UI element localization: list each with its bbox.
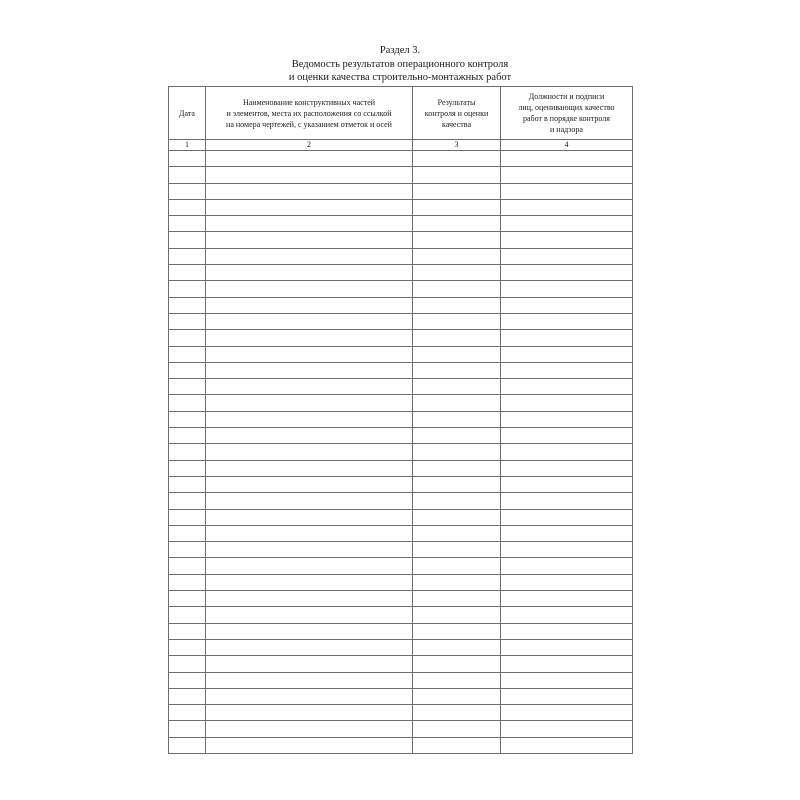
- table-row: [169, 558, 633, 574]
- table-cell: [169, 574, 206, 590]
- table-cell: [413, 525, 501, 541]
- table-cell: [501, 705, 633, 721]
- table-cell: [169, 265, 206, 281]
- table-row: [169, 167, 633, 183]
- table-cell: [501, 411, 633, 427]
- table-cell: [501, 476, 633, 492]
- table-row: [169, 525, 633, 541]
- table-cell: [206, 705, 413, 721]
- table-row: [169, 248, 633, 264]
- table-cell: [413, 216, 501, 232]
- table-cell: [206, 607, 413, 623]
- table-row: [169, 639, 633, 655]
- table-row: [169, 232, 633, 248]
- table-cell: [413, 574, 501, 590]
- table-cell: [501, 591, 633, 607]
- table-cell: [169, 639, 206, 655]
- table-row: [169, 607, 633, 623]
- table-cell: [169, 656, 206, 672]
- table-row: [169, 542, 633, 558]
- table-cell: [413, 428, 501, 444]
- table-cell: [206, 639, 413, 655]
- table-cell: [169, 395, 206, 411]
- table-cell: [206, 395, 413, 411]
- table-cell: [413, 362, 501, 378]
- table-cell: [501, 248, 633, 264]
- table-cell: [413, 623, 501, 639]
- table-cell: [169, 460, 206, 476]
- table-cell: [206, 525, 413, 541]
- table-cell: [501, 346, 633, 362]
- table-cell: [413, 721, 501, 737]
- table-row: [169, 379, 633, 395]
- table-row: [169, 411, 633, 427]
- table-cell: [206, 737, 413, 753]
- table-cell: [413, 297, 501, 313]
- table-cell: [413, 672, 501, 688]
- table-cell: [169, 428, 206, 444]
- table-row: [169, 151, 633, 167]
- table-cell: [169, 476, 206, 492]
- table-cell: [413, 493, 501, 509]
- table-cell: [169, 379, 206, 395]
- column-number: 1: [169, 140, 206, 151]
- table-cell: [169, 607, 206, 623]
- table-row: [169, 509, 633, 525]
- table-cell: [206, 574, 413, 590]
- document-title-line-2: и оценки качества строительно-монтажных работ: [288, 72, 512, 83]
- table-cell: [169, 737, 206, 753]
- document-title-line-1: Ведомость результатов операционного контроля: [291, 58, 509, 70]
- table-cell: [501, 313, 633, 329]
- table-row: [169, 672, 633, 688]
- table-cell: [501, 199, 633, 215]
- table-cell: [413, 476, 501, 492]
- table-cell: [169, 216, 206, 232]
- table-cell: [413, 656, 501, 672]
- header-date: Дата: [169, 87, 206, 140]
- table-cell: [206, 151, 413, 167]
- table-cell: [169, 297, 206, 313]
- table-row: [169, 199, 633, 215]
- section-label: Раздел 3.: [379, 45, 421, 56]
- table-cell: [206, 248, 413, 264]
- table-cell: [501, 183, 633, 199]
- header-control-results: Результаты контроля и оценки качества: [413, 87, 501, 140]
- table-cell: [413, 411, 501, 427]
- table-cell: [413, 265, 501, 281]
- table-row: [169, 493, 633, 509]
- table-row: [169, 444, 633, 460]
- table-cell: [501, 558, 633, 574]
- table-row: [169, 705, 633, 721]
- table-cell: [413, 379, 501, 395]
- table-cell: [169, 509, 206, 525]
- table-cell: [413, 591, 501, 607]
- table-cell: [501, 330, 633, 346]
- table-cell: [169, 721, 206, 737]
- header-positions-signatures: Должности и подписи лиц, оценивающих качество работ в порядке контроля и надзора: [501, 87, 633, 140]
- table-cell: [206, 509, 413, 525]
- table-cell: [413, 199, 501, 215]
- table-cell: [501, 542, 633, 558]
- table-cell: [501, 428, 633, 444]
- document-header: [168, 44, 632, 85]
- table-cell: [206, 281, 413, 297]
- column-number: 4: [501, 140, 633, 151]
- table-cell: [206, 199, 413, 215]
- table-cell: [206, 688, 413, 704]
- table-cell: [206, 558, 413, 574]
- table-cell: [169, 411, 206, 427]
- table-cell: [206, 656, 413, 672]
- table-cell: [169, 248, 206, 264]
- table-cell: [169, 346, 206, 362]
- table-cell: [501, 151, 633, 167]
- table-cell: [169, 672, 206, 688]
- table-cell: [413, 688, 501, 704]
- table-cell: [169, 493, 206, 509]
- table-cell: [169, 591, 206, 607]
- table-row: [169, 476, 633, 492]
- table-cell: [206, 460, 413, 476]
- table-cell: [501, 232, 633, 248]
- table-cell: [501, 167, 633, 183]
- table-cell: [501, 216, 633, 232]
- table-cell: [206, 672, 413, 688]
- table-cell: [501, 721, 633, 737]
- table-cell: [413, 395, 501, 411]
- table-cell: [206, 542, 413, 558]
- table-row: [169, 297, 633, 313]
- table-cell: [206, 265, 413, 281]
- table-row: [169, 428, 633, 444]
- table-row: [169, 623, 633, 639]
- table-cell: [169, 232, 206, 248]
- table-row: [169, 346, 633, 362]
- table-cell: [501, 379, 633, 395]
- table-cell: [413, 737, 501, 753]
- table-row: [169, 265, 633, 281]
- table-cell: [501, 639, 633, 655]
- table-cell: [169, 558, 206, 574]
- table-cell: [169, 525, 206, 541]
- header-structural-elements: Наименование конструктивных частей и элементов, места их расположения со ссылкой на номера чертежей, с указанием отметок и осей: [206, 87, 413, 140]
- table-cell: [206, 591, 413, 607]
- table-cell: [169, 688, 206, 704]
- table-header-row: [169, 87, 633, 140]
- table-cell: [413, 330, 501, 346]
- table-cell: [501, 460, 633, 476]
- table-cell: [169, 444, 206, 460]
- table-cell: [206, 183, 413, 199]
- table-cell: [169, 705, 206, 721]
- table-cell: [501, 688, 633, 704]
- table-cell: [413, 232, 501, 248]
- column-number: 3: [413, 140, 501, 151]
- table-cell: [206, 428, 413, 444]
- table-cell: [501, 607, 633, 623]
- quality-control-table: [168, 86, 633, 754]
- table-cell: [501, 362, 633, 378]
- table-cell: [169, 362, 206, 378]
- table-cell: [413, 558, 501, 574]
- table-row: [169, 656, 633, 672]
- table-cell: [501, 672, 633, 688]
- table-cell: [501, 509, 633, 525]
- table-row: [169, 362, 633, 378]
- table-cell: [413, 460, 501, 476]
- table-cell: [501, 623, 633, 639]
- column-number-row: [169, 140, 633, 151]
- table-row: [169, 183, 633, 199]
- table-cell: [206, 216, 413, 232]
- table-cell: [501, 297, 633, 313]
- table-cell: [413, 313, 501, 329]
- table-cell: [413, 444, 501, 460]
- table-row: [169, 281, 633, 297]
- table-row: [169, 688, 633, 704]
- table-cell: [169, 330, 206, 346]
- table-cell: [501, 265, 633, 281]
- table-cell: [413, 509, 501, 525]
- table-cell: [413, 167, 501, 183]
- table-cell: [206, 444, 413, 460]
- table-cell: [206, 362, 413, 378]
- table-cell: [413, 346, 501, 362]
- table-cell: [206, 346, 413, 362]
- table-cell: [413, 542, 501, 558]
- table-cell: [501, 444, 633, 460]
- table-row: [169, 591, 633, 607]
- table-cell: [501, 737, 633, 753]
- table-cell: [206, 721, 413, 737]
- table-cell: [501, 395, 633, 411]
- table-cell: [206, 167, 413, 183]
- table-cell: [413, 607, 501, 623]
- table-cell: [413, 248, 501, 264]
- table-cell: [206, 330, 413, 346]
- table-row: [169, 395, 633, 411]
- table-cell: [501, 656, 633, 672]
- table-cell: [413, 639, 501, 655]
- table-cell: [501, 574, 633, 590]
- table-cell: [169, 281, 206, 297]
- column-number: 2: [206, 140, 413, 151]
- table-cell: [206, 232, 413, 248]
- table-cell: [206, 313, 413, 329]
- table-cell: [169, 167, 206, 183]
- table-row: [169, 330, 633, 346]
- table-row: [169, 574, 633, 590]
- table-cell: [206, 623, 413, 639]
- table-cell: [501, 525, 633, 541]
- table-row: [169, 721, 633, 737]
- table-cell: [206, 493, 413, 509]
- table-cell: [413, 183, 501, 199]
- table-cell: [206, 476, 413, 492]
- table-cell: [169, 542, 206, 558]
- table-cell: [169, 199, 206, 215]
- table-cell: [169, 623, 206, 639]
- table-cell: [501, 493, 633, 509]
- table-cell: [169, 151, 206, 167]
- table-row: [169, 313, 633, 329]
- table-cell: [206, 379, 413, 395]
- table-row: [169, 460, 633, 476]
- table-row: [169, 737, 633, 753]
- table-row: [169, 216, 633, 232]
- table-cell: [169, 313, 206, 329]
- table-cell: [413, 281, 501, 297]
- table-cell: [206, 297, 413, 313]
- table-cell: [206, 411, 413, 427]
- table-cell: [413, 705, 501, 721]
- table-cell: [169, 183, 206, 199]
- table-cell: [413, 151, 501, 167]
- table-cell: [501, 281, 633, 297]
